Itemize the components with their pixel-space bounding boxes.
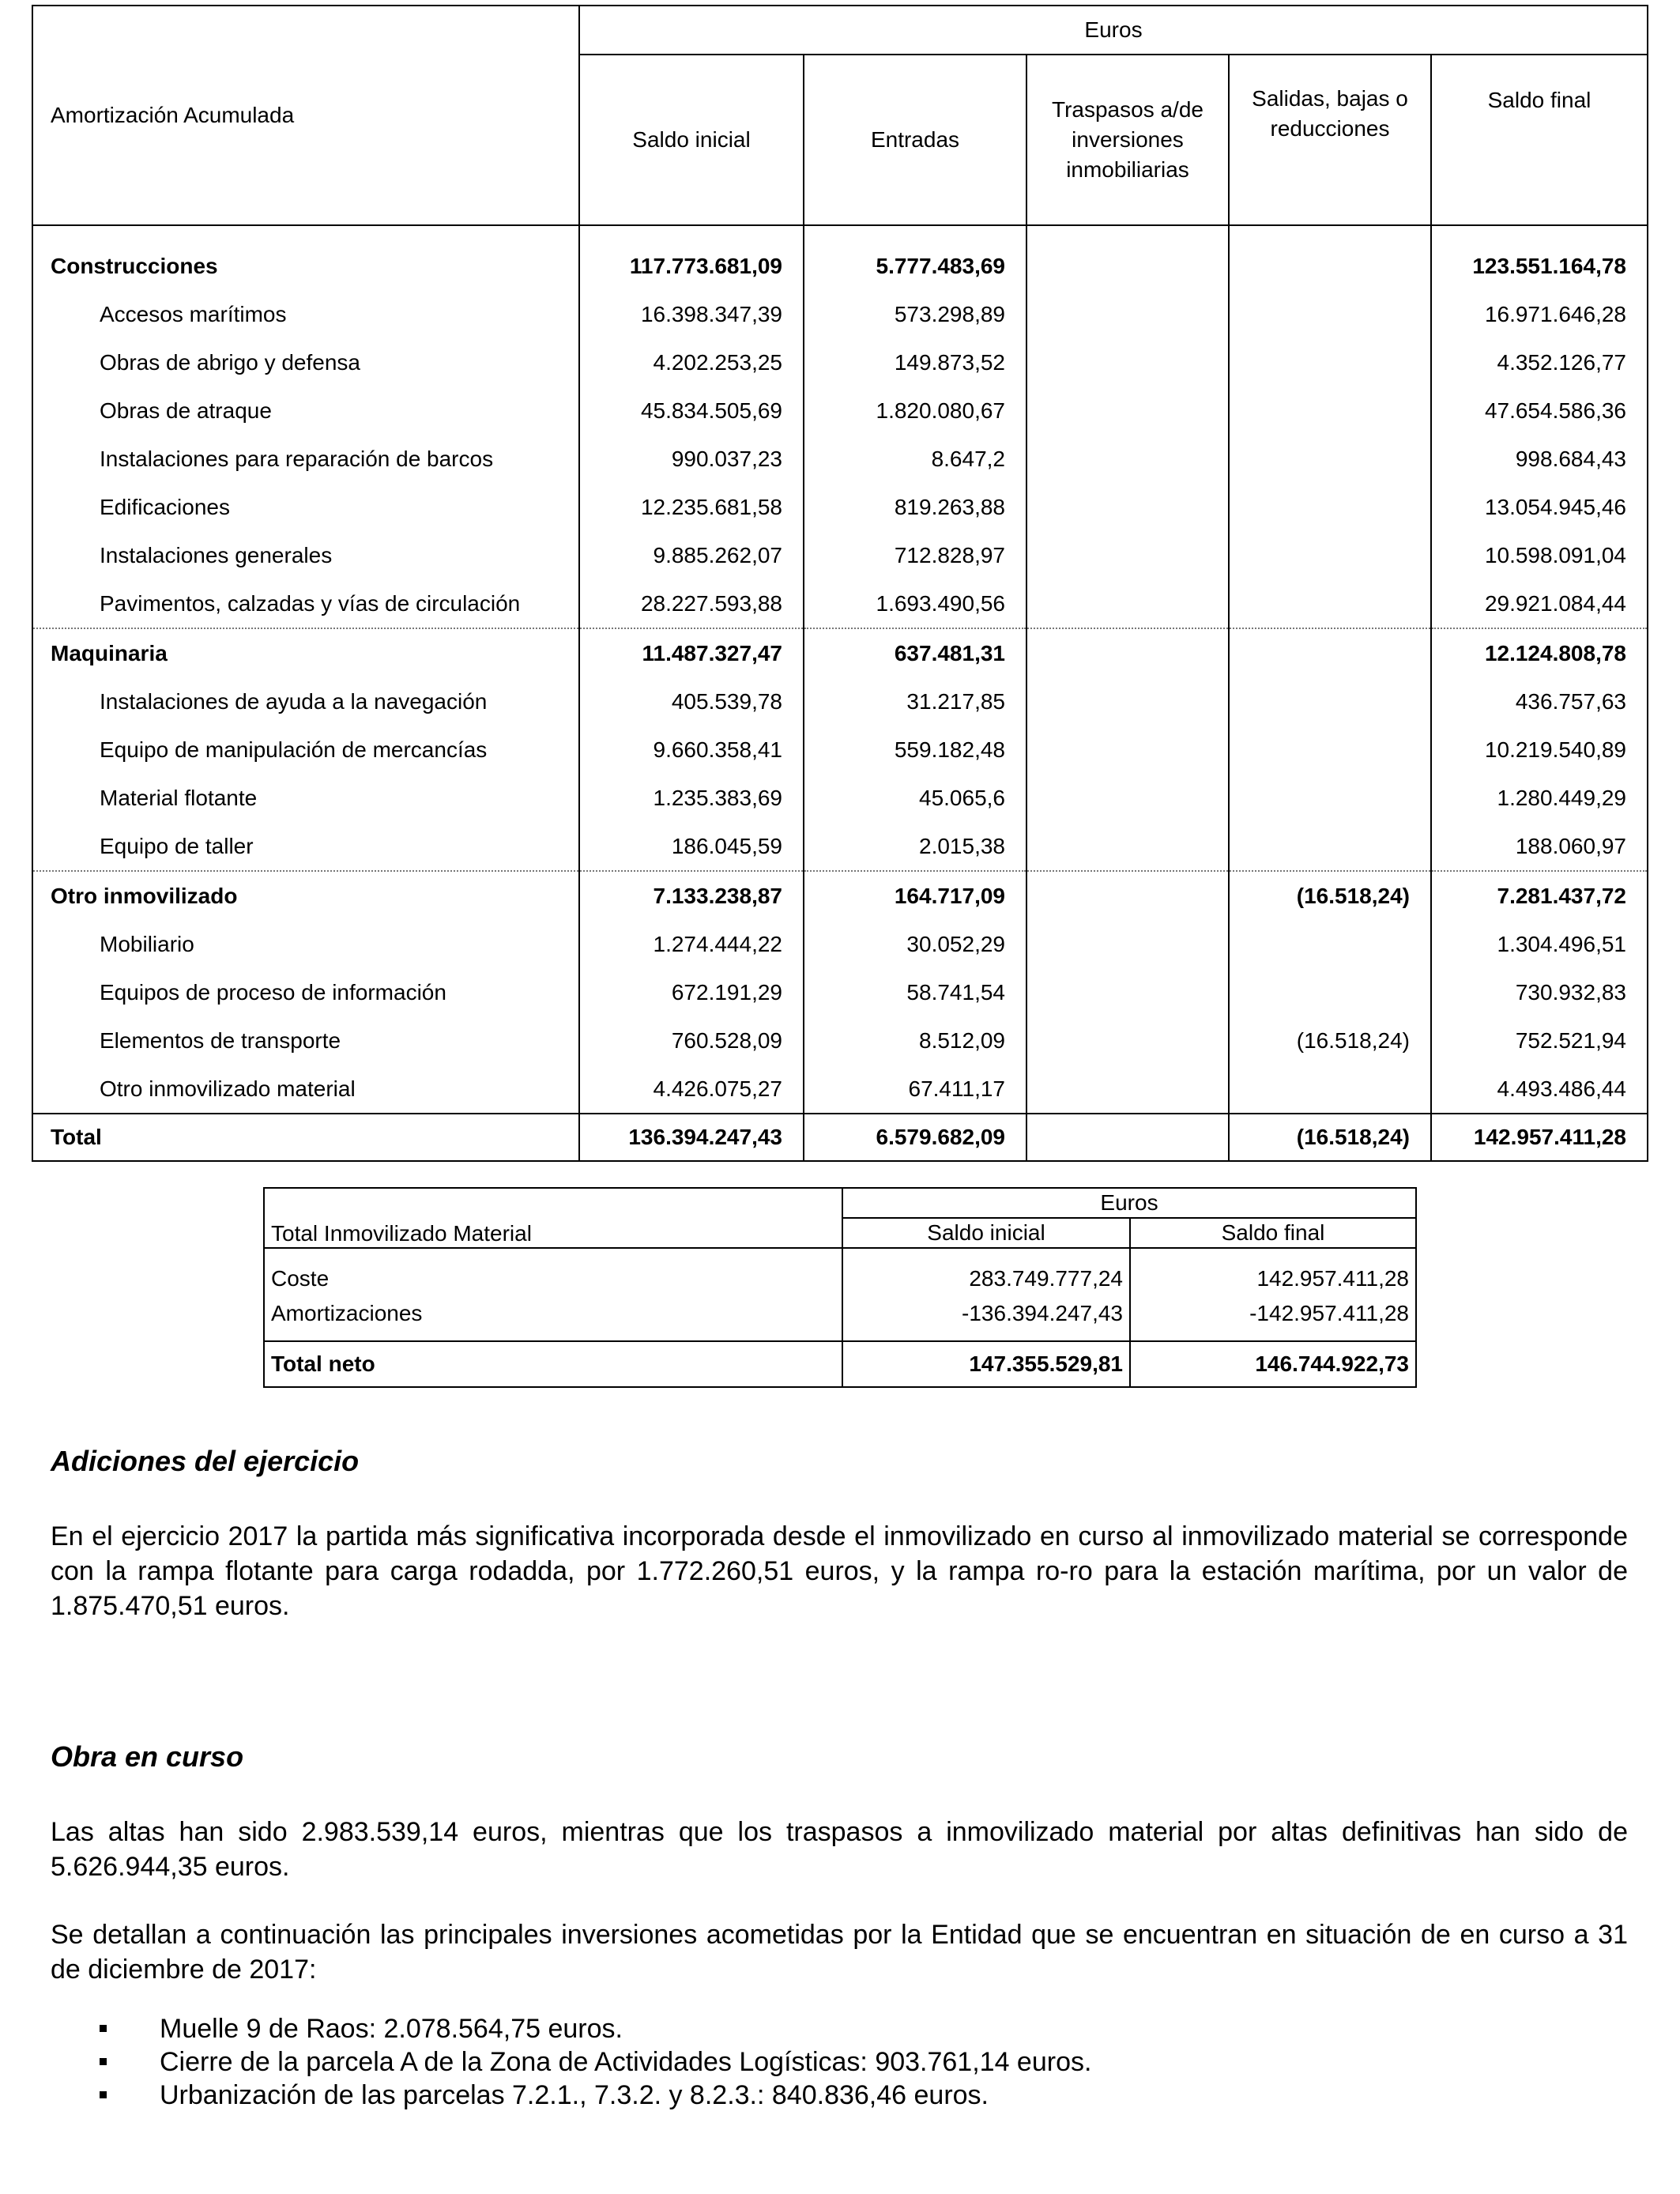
cell-saldo-final: 730.932,83: [1431, 968, 1648, 1016]
total-row: [32, 1114, 1648, 1161]
cell-salidas: [1229, 579, 1431, 628]
table-row: [32, 920, 1648, 968]
cell-saldo-final: 998.684,43: [1431, 435, 1648, 483]
list-item: [51, 2079, 1091, 2112]
cell-entradas: 67.411,17: [804, 1065, 1026, 1114]
bullet-icon: [100, 2058, 107, 2065]
amortizacion-acumulada-table: [32, 5, 1648, 1162]
row-label: Obras de abrigo y defensa: [32, 338, 579, 386]
row-label: Accesos marítimos: [32, 290, 579, 338]
cell-entradas: 149.873,52: [804, 338, 1026, 386]
list-item-text: Cierre de la parcela A de la Zona de Actividades Logísticas: 903.761,14 euros.: [160, 2047, 1092, 2077]
cell-salidas: [1229, 968, 1431, 1016]
cell-salidas: [1229, 726, 1431, 774]
cell-saldo-inicial: 990.037,23: [579, 435, 804, 483]
total-saldo-inicial: 136.394.247,43: [579, 1114, 804, 1161]
summary-saldo-inicial: 283.749.777,24: [842, 1260, 1130, 1295]
row-label: Otro inmovilizado material: [32, 1065, 579, 1114]
table-row: [32, 579, 1648, 628]
cell-entradas: 164.717,09: [804, 871, 1026, 920]
cell-saldo-final: 4.493.486,44: [1431, 1065, 1648, 1114]
cell-salidas: (16.518,24): [1229, 1016, 1431, 1065]
cell-salidas: [1229, 822, 1431, 871]
row-label: Maquinaria: [32, 628, 579, 677]
col-header-saldo-final: Saldo final: [1431, 55, 1648, 225]
table-row: [32, 968, 1648, 1016]
bullet-icon: [100, 2091, 107, 2098]
spacer-row: [264, 1329, 1416, 1341]
row-label: Pavimentos, calzadas y vías de circulación: [32, 579, 579, 628]
cell-traspasos: [1026, 386, 1229, 435]
cell-saldo-final: 1.280.449,29: [1431, 774, 1648, 822]
cell-salidas: [1229, 338, 1431, 386]
total-label: Total: [32, 1114, 579, 1161]
row-label: Edificaciones: [32, 483, 579, 531]
cell-traspasos: [1026, 1065, 1229, 1114]
row-label: Material flotante: [32, 774, 579, 822]
row-label: Instalaciones de ayuda a la navegación: [32, 677, 579, 726]
summary-col-saldo-final: Saldo final: [1130, 1218, 1416, 1248]
paragraph-adiciones: En el ejercicio 2017 la partida más significativa incorporada desde el inmovilizado en curso al inmovilizado material se corresponde con la rampa flotante para carga rodadda, por 1.772.260,51 euros, y la rampa ro-ro para la estación marítima, por un valor de 1.875.470,51 euros.: [51, 1521, 1628, 1621]
cell-traspasos: [1026, 726, 1229, 774]
cell-saldo-inicial: 12.235.681,58: [579, 483, 804, 531]
cell-entradas: 1.820.080,67: [804, 386, 1026, 435]
cell-salidas: [1229, 774, 1431, 822]
cell-saldo-inicial: 186.045,59: [579, 822, 804, 871]
cell-salidas: (16.518,24): [1229, 871, 1431, 920]
table-body: [32, 225, 1648, 1161]
table-row: [32, 386, 1648, 435]
summary-total-label: Total neto: [264, 1341, 842, 1387]
cell-entradas: 8.512,09: [804, 1016, 1026, 1065]
table-row: [32, 774, 1648, 822]
cell-saldo-final: 123.551.164,78: [1431, 225, 1648, 290]
col-header-traspasos: Traspasos a/de inversiones inmobiliarias: [1026, 55, 1229, 225]
cell-entradas: 45.065,6: [804, 774, 1026, 822]
cell-traspasos: [1026, 483, 1229, 531]
cell-entradas: 31.217,85: [804, 677, 1026, 726]
cell-saldo-inicial: 4.202.253,25: [579, 338, 804, 386]
col-header-salidas: Salidas, bajas o reducciones: [1229, 55, 1431, 225]
cell-salidas: [1229, 920, 1431, 968]
cell-entradas: 559.182,48: [804, 726, 1026, 774]
row-label: Obras de atraque: [32, 386, 579, 435]
cell-traspasos: [1026, 579, 1229, 628]
summary-row-label-header: Total Inmovilizado Material: [264, 1188, 842, 1248]
summary-row-label: Amortizaciones: [264, 1295, 842, 1329]
cell-salidas: [1229, 483, 1431, 531]
cell-saldo-final: 436.757,63: [1431, 677, 1648, 726]
paragraph-inversiones: Se detallan a continuación las principales inversiones acometidas por la Entidad que se encuentran en situación de en curso a 31 de diciembre de 2017:: [51, 1920, 1628, 1985]
cell-saldo-inicial: 117.773.681,09: [579, 225, 804, 290]
cell-traspasos: [1026, 968, 1229, 1016]
row-label: Mobiliario: [32, 920, 579, 968]
cell-saldo-inicial: 4.426.075,27: [579, 1065, 804, 1114]
total-saldo-final: 142.957.411,28: [1431, 1114, 1648, 1161]
row-label: Equipo de taller: [32, 822, 579, 871]
summary-total-saldo-inicial: 147.355.529,81: [842, 1341, 1130, 1387]
summary-saldo-final: -142.957.411,28: [1130, 1295, 1416, 1329]
col-header-saldo-inicial: Saldo inicial: [579, 55, 804, 225]
cell-salidas: [1229, 435, 1431, 483]
cell-salidas: [1229, 386, 1431, 435]
cell-traspasos: [1026, 225, 1229, 290]
cell-traspasos: [1026, 822, 1229, 871]
cell-saldo-final: 10.219.540,89: [1431, 726, 1648, 774]
cell-saldo-final: 12.124.808,78: [1431, 628, 1648, 677]
cell-entradas: 30.052,29: [804, 920, 1026, 968]
cell-saldo-final: 13.054.945,46: [1431, 483, 1648, 531]
cell-saldo-inicial: 1.235.383,69: [579, 774, 804, 822]
summary-total-row: [264, 1341, 1416, 1387]
cell-entradas: 5.777.483,69: [804, 225, 1026, 290]
table-row: [264, 1295, 1416, 1329]
cell-saldo-inicial: 28.227.593,88: [579, 579, 804, 628]
row-label: Equipos de proceso de información: [32, 968, 579, 1016]
total-entradas: 6.579.682,09: [804, 1114, 1026, 1161]
cell-salidas: [1229, 531, 1431, 579]
table-row: [32, 338, 1648, 386]
inversiones-list: [51, 2012, 1091, 2112]
cell-traspasos: [1026, 1016, 1229, 1065]
cell-entradas: 1.693.490,56: [804, 579, 1026, 628]
cell-salidas: [1229, 677, 1431, 726]
cell-saldo-final: 1.304.496,51: [1431, 920, 1648, 968]
paragraph-altas: Las altas han sido 2.983.539,14 euros, mientras que los traspasos a inmovilizado material por altas definitivas han sido de 5.626.944,35 euros.: [51, 1817, 1628, 1882]
table-row: [32, 290, 1648, 338]
table-row: [32, 822, 1648, 871]
table-row: [32, 726, 1648, 774]
cell-salidas: [1229, 225, 1431, 290]
cell-traspasos: [1026, 871, 1229, 920]
cell-saldo-inicial: 45.834.505,69: [579, 386, 804, 435]
list-item: [51, 2045, 1091, 2079]
cell-traspasos: [1026, 628, 1229, 677]
cell-traspasos: [1026, 774, 1229, 822]
cell-salidas: [1229, 290, 1431, 338]
cell-saldo-final: 752.521,94: [1431, 1016, 1648, 1065]
row-label: Instalaciones para reparación de barcos: [32, 435, 579, 483]
list-item-text: Muelle 9 de Raos: 2.078.564,75 euros.: [160, 2014, 623, 2044]
cell-saldo-inicial: 1.274.444,22: [579, 920, 804, 968]
cell-entradas: 819.263,88: [804, 483, 1026, 531]
row-label: Otro inmovilizado: [32, 871, 579, 920]
table-row: [32, 435, 1648, 483]
row-label: Equipo de manipulación de mercancías: [32, 726, 579, 774]
cell-saldo-inicial: 672.191,29: [579, 968, 804, 1016]
cell-saldo-inicial: 9.660.358,41: [579, 726, 804, 774]
table-row: [264, 1260, 1416, 1295]
cell-saldo-inicial: 7.133.238,87: [579, 871, 804, 920]
summary-row-label: Coste: [264, 1260, 842, 1295]
cell-entradas: 2.015,38: [804, 822, 1026, 871]
list-item: [51, 2012, 1091, 2045]
cell-entradas: 712.828,97: [804, 531, 1026, 579]
cell-traspasos: [1026, 290, 1229, 338]
group-row: [32, 628, 1648, 677]
cell-entradas: 573.298,89: [804, 290, 1026, 338]
cell-saldo-final: 188.060,97: [1431, 822, 1648, 871]
total-inmovilizado-table: [263, 1187, 1417, 1388]
cell-traspasos: [1026, 531, 1229, 579]
cell-saldo-inicial: 16.398.347,39: [579, 290, 804, 338]
heading-obra-en-curso: Obra en curso: [51, 1740, 244, 1773]
group-row: [32, 225, 1648, 290]
cell-saldo-inicial: 760.528,09: [579, 1016, 804, 1065]
cell-saldo-final: 10.598.091,04: [1431, 531, 1648, 579]
cell-salidas: [1229, 1065, 1431, 1114]
table-row: [32, 677, 1648, 726]
group-row: [32, 871, 1648, 920]
cell-saldo-final: 4.352.126,77: [1431, 338, 1648, 386]
cell-saldo-final: 47.654.586,36: [1431, 386, 1648, 435]
cell-entradas: 8.647,2: [804, 435, 1026, 483]
cell-saldo-final: 29.921.084,44: [1431, 579, 1648, 628]
total-traspasos: [1026, 1114, 1229, 1161]
summary-total-saldo-final: 146.744.922,73: [1130, 1341, 1416, 1387]
table-row: [32, 483, 1648, 531]
summary-saldo-inicial: -136.394.247,43: [842, 1295, 1130, 1329]
cell-saldo-final: 7.281.437,72: [1431, 871, 1648, 920]
table-row: [32, 1016, 1648, 1065]
table-row: [32, 1065, 1648, 1114]
cell-saldo-inicial: 405.539,78: [579, 677, 804, 726]
row-label: Elementos de transporte: [32, 1016, 579, 1065]
list-item-text: Urbanización de las parcelas 7.2.1., 7.3.2. y 8.2.3.: 840.836,46 euros.: [160, 2080, 989, 2110]
cell-traspasos: [1026, 435, 1229, 483]
cell-salidas: [1229, 628, 1431, 677]
cell-entradas: 58.741,54: [804, 968, 1026, 1016]
bullet-icon: [100, 2025, 107, 2032]
col-header-entradas: Entradas: [804, 55, 1026, 225]
summary-col-saldo-inicial: Saldo inicial: [842, 1218, 1130, 1248]
summary-saldo-final: 142.957.411,28: [1130, 1260, 1416, 1295]
row-label-header: Amortización Acumulada: [32, 6, 579, 225]
cell-traspasos: [1026, 677, 1229, 726]
cell-saldo-inicial: 11.487.327,47: [579, 628, 804, 677]
table-row: [32, 531, 1648, 579]
cell-traspasos: [1026, 920, 1229, 968]
row-label: Instalaciones generales: [32, 531, 579, 579]
total-salidas: (16.518,24): [1229, 1114, 1431, 1161]
currency-header: Euros: [579, 6, 1648, 55]
cell-saldo-final: 16.971.646,28: [1431, 290, 1648, 338]
heading-adiciones: Adiciones del ejercicio: [51, 1445, 360, 1477]
summary-currency-header: Euros: [842, 1188, 1416, 1218]
spacer-row: [264, 1248, 1416, 1260]
row-label: Construcciones: [32, 225, 579, 290]
cell-traspasos: [1026, 338, 1229, 386]
cell-saldo-inicial: 9.885.262,07: [579, 531, 804, 579]
cell-entradas: 637.481,31: [804, 628, 1026, 677]
